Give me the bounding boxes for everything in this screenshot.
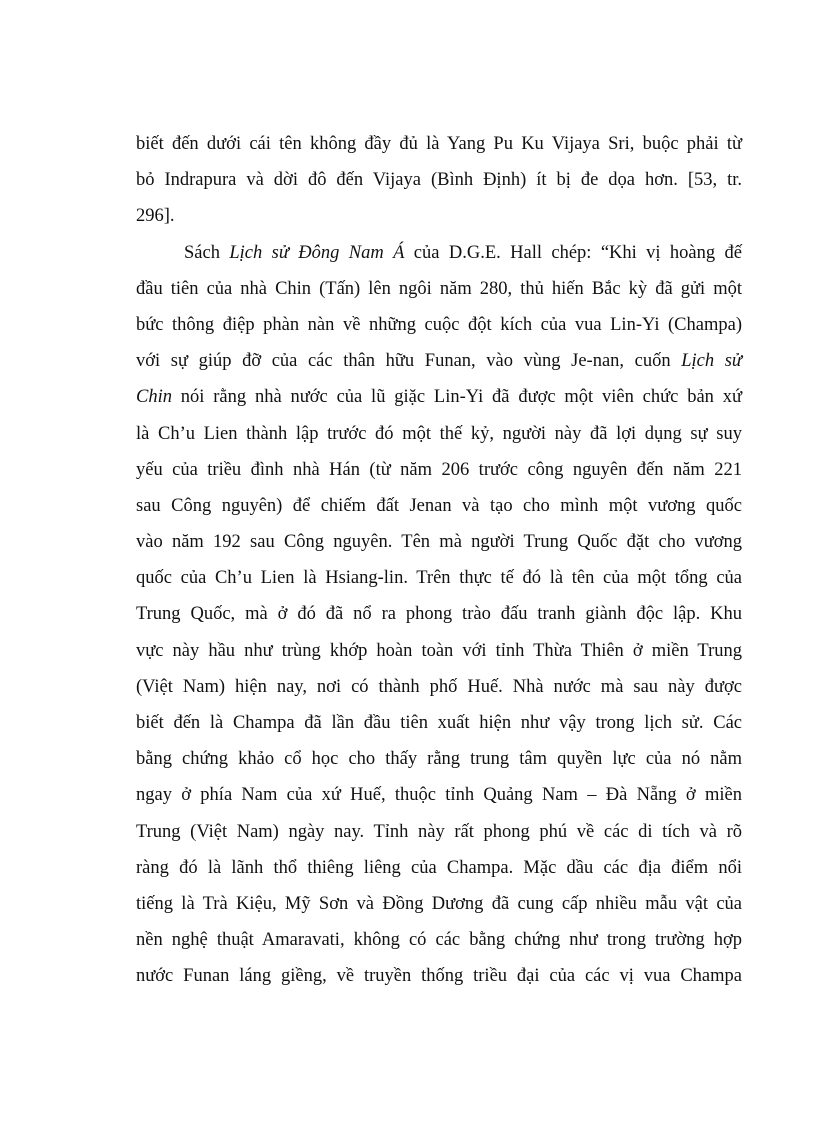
text-span: vực này hầu như trùng khớp hoàn toàn với tỉnh Thừa Thiên ở miền Trung bbox=[136, 640, 742, 661]
text-span: bỏ Indrapura và dời đô đến Vijaya (Bình Định) ít bị đe dọa hơn. [53, tr. bbox=[136, 170, 742, 191]
text-span: biết đến dưới cái tên không đầy đủ là Yang Pu Ku Vijaya Sri, buộc phải từ bbox=[136, 134, 742, 154]
text-line bbox=[136, 524, 742, 560]
text-span: yếu của triều đình nhà Hán (từ năm 206 trước công nguyên đến năm 221 bbox=[136, 459, 742, 480]
text-line bbox=[136, 162, 742, 198]
book-title: Lịch sử Đông Nam Á bbox=[229, 242, 405, 263]
text-span: đầu tiên của nhà Chin (Tấn) lên ngôi năm 280, thủ hiến Bắc kỳ đã gửi một bbox=[136, 278, 742, 299]
text-line bbox=[136, 886, 742, 922]
text-span: nói rằng nhà nước của lũ giặc Lin-Yi đã được một viên chức bản xứ bbox=[171, 387, 742, 408]
text-line bbox=[136, 850, 742, 886]
text-span: Trung (Việt Nam) ngày nay. Tỉnh này rất phong phú về các di tích và rõ bbox=[136, 821, 742, 842]
text-line bbox=[136, 271, 742, 307]
text-span: bằng chứng khảo cổ học cho thấy rằng trung tâm quyền lực của nó nằm bbox=[136, 749, 742, 770]
text-span: với sự giúp đỡ của các thân hữu Funan, vào vùng Je-nan, cuốn bbox=[136, 351, 682, 372]
text-line bbox=[136, 488, 742, 524]
document-page bbox=[136, 126, 742, 995]
text-line bbox=[136, 307, 742, 343]
text-line bbox=[136, 198, 742, 234]
text-span: tiếng là Trà Kiệu, Mỹ Sơn và Đồng Dương đã cung cấp nhiều mẫu vật của bbox=[136, 893, 742, 914]
text-span: Sách bbox=[184, 242, 230, 263]
text-line bbox=[136, 922, 742, 958]
text-span: nền nghệ thuật Amaravati, không có các bằng chứng như trong trường hợp bbox=[136, 930, 742, 951]
text-span: vào năm 192 sau Công nguyên. Tên mà người Trung Quốc đặt cho vương bbox=[136, 532, 742, 553]
book-title: Chin bbox=[136, 387, 172, 408]
text-span: nước Funan láng giềng, về truyền thống triều đại của các vị vua Champa bbox=[136, 966, 742, 987]
paragraph-2 bbox=[136, 235, 742, 995]
text-span: sau Công nguyên) để chiếm đất Jenan và tạo cho mình một vương quốc bbox=[136, 495, 742, 516]
paragraph-1 bbox=[136, 126, 742, 235]
book-title: Lịch sử bbox=[681, 351, 742, 372]
text-span: Trung Quốc, mà ở đó đã nổ ra phong trào đấu tranh giành độc lập. Khu bbox=[136, 604, 742, 625]
text-span: bức thông điệp phàn nàn về những cuộc đột kích của vua Lin-Yi (Champa) bbox=[136, 314, 742, 335]
text-span: ràng đó là lãnh thổ thiêng liêng của Champa. Mặc dầu các địa điểm nổi bbox=[136, 857, 742, 878]
text-line bbox=[136, 669, 742, 705]
text-line bbox=[136, 958, 742, 994]
text-line bbox=[136, 560, 742, 596]
text-span: 296]. bbox=[136, 206, 175, 227]
text-line bbox=[136, 235, 742, 271]
text-line bbox=[136, 777, 742, 813]
text-line bbox=[136, 343, 742, 379]
text-span: là Ch’u Lien thành lập trước đó một thế kỷ, người này đã lợi dụng sự suy bbox=[136, 423, 742, 444]
text-span: (Việt Nam) hiện nay, nơi có thành phố Huế. Nhà nước mà sau này được bbox=[136, 676, 742, 697]
text-span: của D.G.E. Hall chép: “Khi vị hoàng đế bbox=[404, 242, 742, 263]
text-line bbox=[136, 596, 742, 632]
text-line bbox=[136, 452, 742, 488]
text-line bbox=[136, 416, 742, 452]
text-line bbox=[136, 814, 742, 850]
text-line bbox=[136, 705, 742, 741]
text-span: biết đến là Champa đã lần đầu tiên xuất hiện như vậy trong lịch sử. Các bbox=[136, 713, 742, 733]
text-line bbox=[136, 379, 742, 415]
text-span: quốc của Ch’u Lien là Hsiang-lin. Trên thực tế đó là tên của một tổng của bbox=[136, 568, 742, 589]
text-span: ngay ở phía Nam của xứ Huế, thuộc tỉnh Quảng Nam – Đà Nẵng ở miền bbox=[136, 785, 742, 806]
text-line bbox=[136, 741, 742, 777]
text-line bbox=[136, 126, 742, 162]
text-line bbox=[136, 633, 742, 669]
